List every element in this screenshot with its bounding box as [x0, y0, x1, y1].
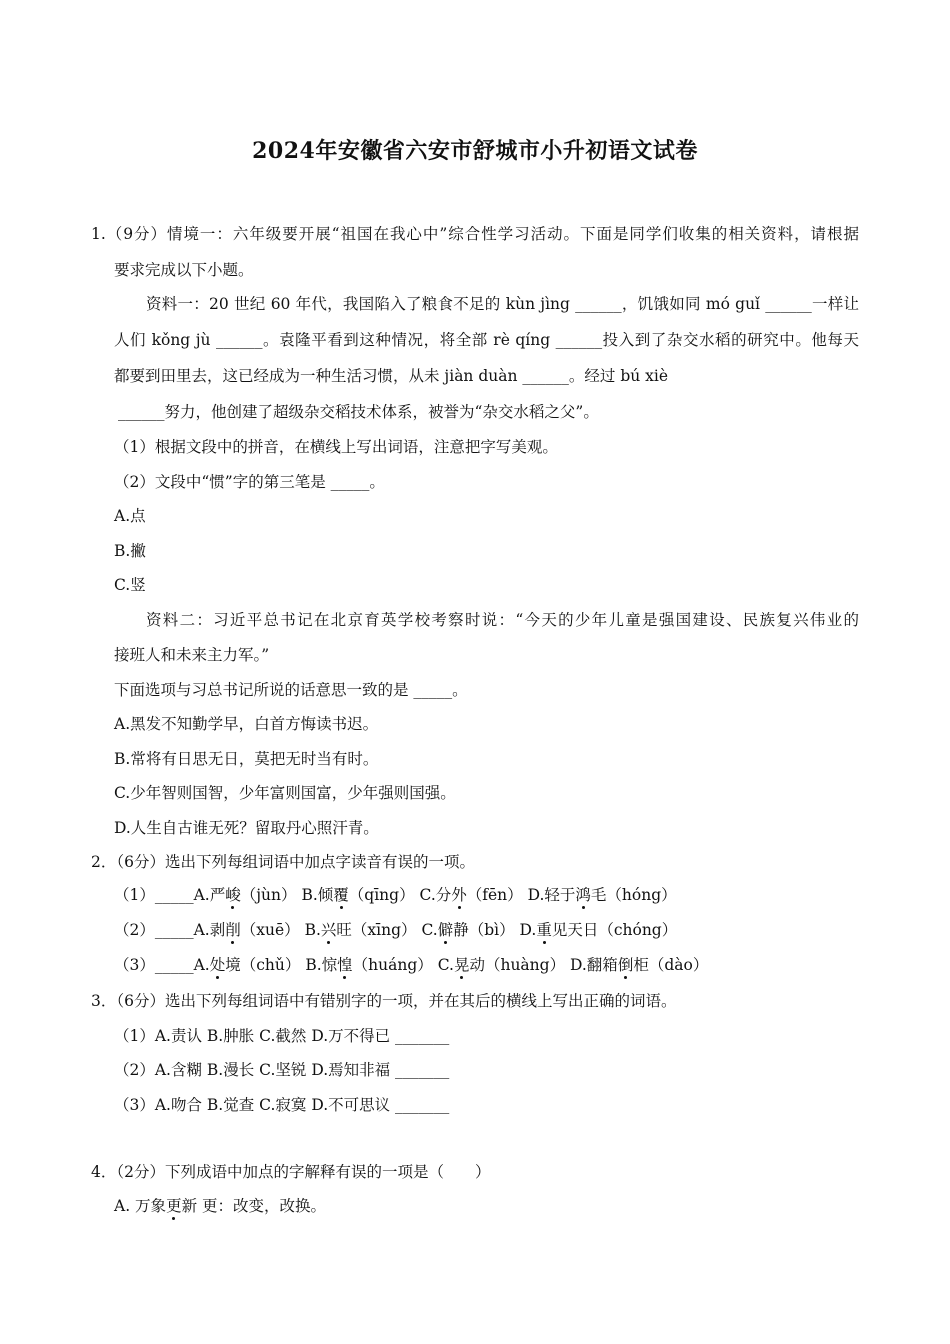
q1-sub2: （2）文段中“惯”字的第三笔是 _____。: [114, 473, 385, 491]
q1-sub3-option-a: A.黑发不知勤学早，白首方悔读书迟。: [114, 715, 379, 733]
q2-row3: （3）_____A.处境（chǔ） B.惊惶（huáng） C.晃动（huàng） D.翻箱倒柜（dào）: [114, 956, 709, 974]
q1-material1-line2: 人们 kǒng jù ______。袁隆平看到这种情况，将全部 rè qíng ______投入到了杂交水稻的研究中。他每天: [114, 331, 859, 349]
q3-stem: 3．（6分）选出下列每组词语中有错别字的一项，并在其后的横线上写出正确的词语。: [91, 992, 677, 1010]
q1-sub3-option-c: C.少年智则国智，少年富则国富，少年强则国强。: [114, 784, 456, 802]
q1-sub3: 下面选项与习总书记所说的话意思一致的是 _____。: [114, 681, 468, 699]
q1-stem-line2: 要求完成以下小题。: [114, 261, 254, 279]
q3-row1: （1）A.责认 B.肿胀 C.截然 D.万不得已 _______: [114, 1027, 450, 1045]
q1-sub1: （1）根据文段中的拼音，在横线上写出词语，注意把字写美观。: [114, 438, 558, 456]
q2-row2: （2）_____A.剥削（xuē） B.兴旺（xīng） C.僻静（bì） D.重见天日（chóng）: [114, 921, 678, 939]
q1-material1-line1: 资料一：20 世纪 60 年代，我国陷入了粮食不足的 kùn jìng ______，饥饿如同 mó guǐ ______一样让: [146, 295, 859, 313]
q1-material1-line3: 都要到田里去，这已经成为一种生活习惯，从未 jiàn duàn ______。经过 bú xiè: [114, 367, 669, 385]
q1-sub3-option-d: D.人生自古谁无死？留取丹心照汗青。: [114, 819, 379, 837]
q1-material2-line1: 资料二：习近平总书记在北京育英学校考察时说：“今天的少年儿童是强国建设、民族复兴伟业的: [146, 611, 859, 629]
q2-row1: （1）_____A.严峻（jùn） B.倾覆（qīng） C.分外（fēn） D.轻于鸿毛（hóng）: [114, 886, 677, 904]
q4-option-a: A. 万象更新 更：改变，改换。: [114, 1197, 327, 1215]
q2-stem: 2．（6分）选出下列每组词语中加点字读音有误的一项。: [91, 853, 475, 871]
q1-stem-line1: 1.（9分）情境一：六年级要开展“祖国在我心中”综合性学习活动。下面是同学们收集的相关资料，请根据: [91, 225, 859, 243]
q1-material2-line2: 接班人和未来主力军。”: [114, 646, 270, 664]
q1-sub2-option-c: C.竖: [114, 576, 146, 594]
q1-material1-line4: ______努力，他创建了超级杂交稻技术体系，被誉为“杂交水稻之父”。: [118, 403, 599, 421]
q1-sub2-option-b: B.撇: [114, 542, 146, 560]
q1-sub3-option-b: B.常将有日思无日，莫把无时当有时。: [114, 750, 379, 768]
q3-row2: （2）A.含糊 B.漫长 C.坚锐 D.焉知非福 _______: [114, 1061, 450, 1079]
q4-stem: 4．（2分）下列成语中加点的字解释有误的一项是（ ）: [91, 1163, 491, 1181]
q1-sub2-option-a: A.点: [114, 507, 146, 525]
page-title: 2024年安徽省六安市舒城市小升初语文试卷: [252, 138, 698, 164]
q3-row3: （3）A.吻合 B.觉查 C.寂寞 D.不可思议 _______: [114, 1096, 450, 1114]
